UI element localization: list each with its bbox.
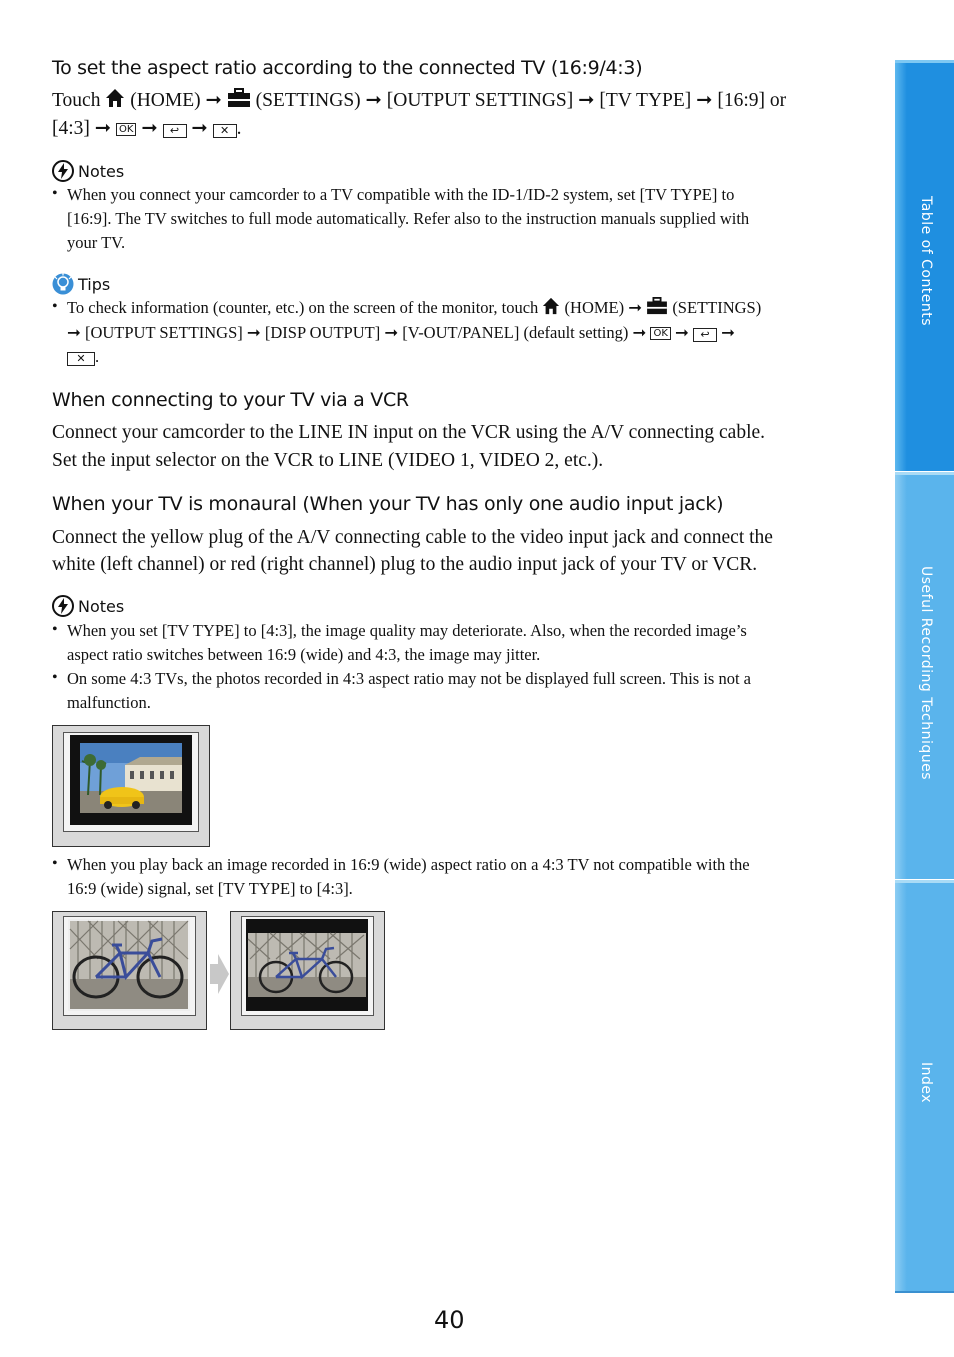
bullet: •	[52, 669, 58, 686]
street-photo-image	[70, 735, 192, 825]
return-icon: ↩	[693, 328, 717, 342]
notes1-line-2: [16:9]. The TV switches to full mode automatically. Refer also to the instruction manuals supplied with	[67, 209, 750, 228]
return-icon: ↩	[163, 124, 187, 138]
ok-button-icon: OK	[116, 123, 136, 136]
bullet: •	[52, 621, 58, 638]
notes-label: Notes	[52, 595, 124, 617]
arrow-icon: ➞	[205, 90, 222, 111]
instruction-line-2: [4:3] ➞ OK ➞ ↩ ➞ ✕ .	[52, 118, 242, 139]
arrow-icon: ➞	[384, 323, 399, 342]
notes1-line-1: When you connect your camcorder to a TV compatible with the ID-1/ID-2 system, set [TV TYPE] to	[67, 185, 735, 204]
notes-label: Notes	[52, 160, 124, 182]
tab-label-table-of-contents[interactable]: Table of Contents	[918, 196, 934, 327]
bullet: •	[52, 185, 58, 202]
section-heading-aspect-ratio: To set the aspect ratio according to the connected TV (16:9/4:3)	[52, 57, 643, 79]
tab-label-useful-recording-techniques[interactable]: Useful Recording Techniques	[918, 566, 934, 781]
vcr-body-2: Set the input selector on the VCR to LINE (VIDEO 1, VIDEO 2, etc.).	[52, 450, 604, 471]
bicycle-photo-stretched	[68, 919, 190, 1011]
section-heading-monaural: When your TV is monaural (When your TV has only one audio input jack)	[52, 493, 724, 515]
page-number: 40	[434, 1306, 465, 1334]
toolbox-icon	[227, 88, 251, 108]
notes2-item1-line2: aspect ratio switches between 16:9 (wide) and 4:3, the image may jitter.	[67, 645, 541, 664]
arrow-icon: ➞	[632, 323, 647, 342]
arrow-icon: ➞	[141, 118, 158, 139]
arrow-icon: ➞	[721, 323, 735, 342]
right-arrow-icon	[208, 952, 230, 996]
vcr-body-1: Connect your camcorder to the LINE IN input on the VCR using the A/V connecting cable.	[52, 422, 766, 443]
notes-icon	[52, 160, 74, 182]
notes2-item1-line1: When you set [TV TYPE] to [4:3], the image quality may deteriorate. Also, when the recorded image’s	[67, 621, 747, 640]
tv-illustration-4-3	[52, 725, 210, 847]
arrow-icon: ➞	[675, 323, 689, 342]
toolbox-icon	[646, 297, 668, 315]
arrow-icon: ➞	[696, 90, 713, 111]
arrow-icon: ➞	[94, 118, 112, 139]
arrow-icon: ➞	[628, 298, 643, 317]
home-icon	[105, 88, 125, 108]
tv-illustration-before	[52, 911, 207, 1030]
arrow-icon: ➞	[365, 90, 382, 111]
ok-button-icon: OK	[650, 327, 670, 340]
notes2-item2-line1: On some 4:3 TVs, the photos recorded in 4:3 aspect ratio may not be displayed full screen. This is not a	[67, 669, 752, 688]
close-icon: ✕	[213, 124, 237, 138]
notes2-item3-line1: When you play back an image recorded in 16:9 (wide) aspect ratio on a 4:3 TV not compatible with the	[67, 855, 750, 874]
section-heading-vcr: When connecting to your TV via a VCR	[52, 389, 409, 411]
home-icon	[542, 297, 560, 315]
bullet: •	[52, 855, 58, 872]
notes2-item3-line2: 16:9 (wide) signal, set [TV TYPE] to [4:3].	[67, 879, 353, 898]
bicycle-photo-letterbox	[246, 919, 368, 1011]
lightbulb-icon	[52, 273, 74, 295]
monaural-body-2: white (left channel) or red (right channel) plug to the audio input jack of your TV or VCR.	[52, 554, 758, 575]
notes1-line-3: your TV.	[67, 233, 126, 252]
tips-label: Tips	[52, 273, 110, 295]
notes-icon	[52, 595, 74, 617]
close-icon: ✕	[67, 352, 95, 366]
arrow-icon: ➞	[578, 90, 595, 111]
tv-illustration-after	[230, 911, 385, 1030]
notes2-item2-line2: malfunction.	[67, 693, 151, 712]
arrow-icon: ➞	[191, 118, 208, 139]
arrow-icon: ➞	[67, 323, 81, 342]
instruction-line-1: Touch (HOME) ➞ (SETTINGS) ➞ [OUTPUT SETTINGS] ➞ [TV TYPE] ➞ [16:9] or	[52, 90, 787, 111]
arrow-icon: ➞	[246, 323, 261, 342]
tab-label-index[interactable]: Index	[918, 1062, 934, 1104]
tips-line-3: ✕ .	[67, 345, 99, 369]
tips-line-1: To check information (counter, etc.) on the screen of the monitor, touch (HOME) ➞ (SETTINGS)	[67, 298, 762, 317]
tips-line-2: ➞ [OUTPUT SETTINGS] ➞ [DISP OUTPUT] ➞ [V-OUT/PANEL] (default setting) ➞ OK ➞ ↩ ➞	[67, 323, 735, 342]
monaural-body-1: Connect the yellow plug of the A/V connecting cable to the video input jack and connect the	[52, 527, 773, 548]
bullet: •	[52, 298, 58, 315]
